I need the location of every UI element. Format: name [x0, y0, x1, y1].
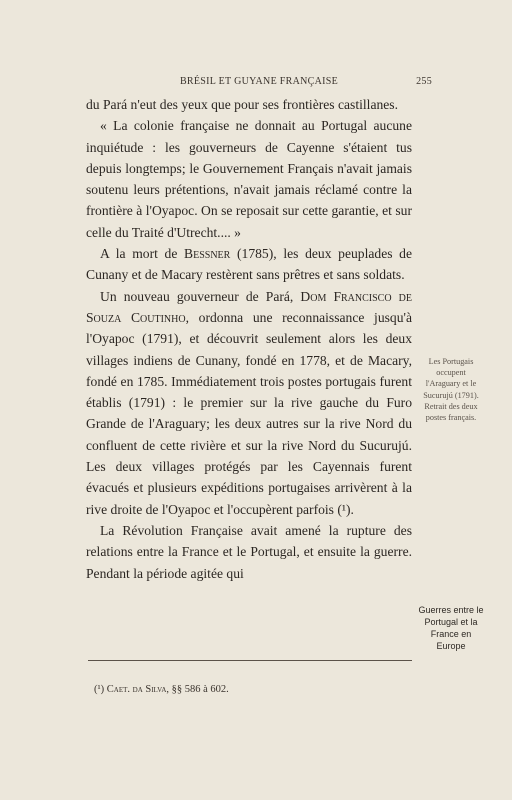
footnote-divider — [88, 660, 412, 661]
margin-note-portugais: Les Portugais occupent l'Araguary et le Sucurujú (1791). Retrait des deux postes français. — [423, 357, 479, 423]
footnote — [94, 684, 414, 695]
margin-note-guerres: Guerres entre le Portugal et la France en Europe — [418, 605, 484, 651]
p3-text-b: (1785), les deux peuplades de Cunany et de Macary restèrent sans prêtres et sans soldats. — [86, 246, 413, 283]
body-text — [86, 94, 412, 584]
p4-text-a: Un nouveau gouverneur de Pará, — [100, 288, 294, 304]
header-title: BRÉSIL ET GUYANE FRANÇAISE — [179, 76, 339, 87]
p4-text-b: , ordonna une reconnaissance jusqu'à l'Oyapoc (1791), et découvrit seulement alors les deux villages indiens de Cunany, fondé en 1778, et de Macary, fondé en 1785. Immédiatement trois postes portugais furent établis (1791) : le premier sur la rive gauche du Furo Grande de l'Araguary; les deux autres sur la rive Nord du confluent de cette rivière et sur la rive Nord du Sucurujú. Les deux villages protégés par les Cayennais furent évacués et plusieurs expéditions portugaises arrivèrent à la rive droite de l'Oyapoc et l'occupèrent parfois — [86, 309, 412, 517]
paragraph-4 — [86, 286, 412, 520]
footnote-marker: (¹) — [94, 684, 105, 695]
page-number: 255 — [416, 76, 432, 87]
footnote-text: , §§ 586 à 602. — [166, 684, 229, 695]
footnote-reference: (¹). — [337, 501, 354, 517]
paragraph-2: « La colonie française ne donnait au Portugal aucune inquiétude : les gouverneurs de Cayenne s'étaient tus depuis longtemps; le Gouvernement Français n'avait jamais soutenu leurs prétentions, n'avait jamais réclamé contre la frontière à l'Oyapoc. On se reposait sur cette garantie, et sur celle du Traité d'Utrecht.... » — [86, 118, 412, 240]
p3-name: Bessner — [184, 246, 231, 262]
paragraph-1: du Pará n'eut des yeux que pour ses frontières castillanes. — [86, 97, 398, 112]
p4-name: Dom Francisco de Souza Coutinho — [86, 288, 412, 325]
paragraph-3 — [86, 243, 412, 286]
footnote-author: Caet. da Silva — [106, 684, 167, 695]
paragraph-5: La Révolution Française avait amené la rupture des relations entre la France et le Portugal, et ensuite la guerre. Pendant la période agitée qui — [86, 522, 412, 581]
p3-text-a: A la mort de — [100, 246, 178, 262]
